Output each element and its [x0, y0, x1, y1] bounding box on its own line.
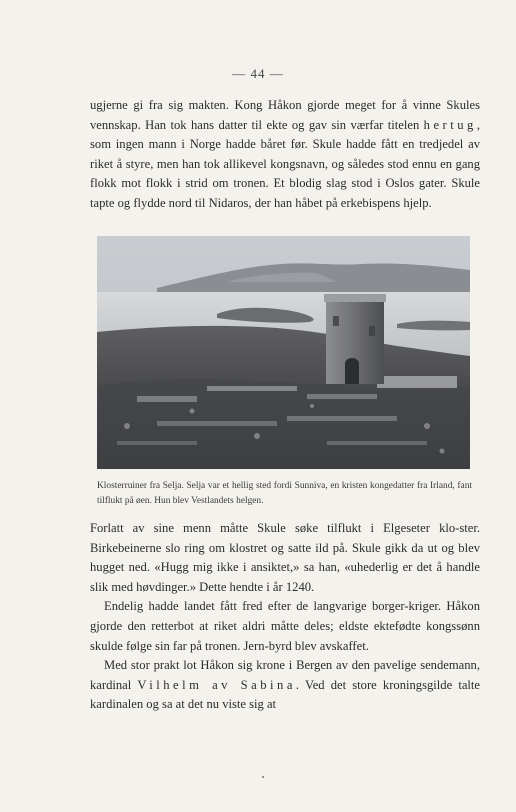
spaced-name-vilhelm: Vilhelm av Sabina: [137, 677, 296, 692]
photo-illustration: [97, 236, 470, 469]
paragraph-skule-death: Forlatt av sine menn måtte Skule søke tilflukt i Elgeseter klo-ster. Birkebeinerne slo ring om klostret og satte ild på. Skule gikk da ut og blev hugget ned. «Hugg mig ikke i ansiktet,» sa han, «uhederlig er det å handle slik med høvdinger.» Dette hendte i år 1240.: [90, 521, 480, 594]
top-text-block: [90, 96, 480, 214]
paragraph-part: ugjerne gi fra sig makten. Kong Håkon gjorde meget for å vinne Skules vennskap. Han tok hans datter til ekte og gav sin værfar titelen: [90, 98, 480, 132]
paragraph-peace: Endelig hadde landet fått fred efter de langvarige borger-kriger. Håkon gjorde den retterbot at riket aldri måtte deles; eldste ektefødte kongssønn skulde følge sin far på tronen. Jern-byrd blev avskaffet.: [90, 599, 480, 653]
paragraph-part: Med stor prakt lot Håkon sig krone i Bergen av den pavelige sendemann, kardinal: [90, 658, 480, 692]
paragraph-part: . Ved det store kroningsgilde talte kardinalen og sa at det nu viste sig at: [90, 677, 480, 712]
page-speck: [262, 776, 264, 778]
paragraph-coronation: [90, 656, 480, 715]
page-number: — 44 —: [232, 66, 284, 81]
paragraph-skule-conflict: [90, 96, 480, 214]
photo-monastery-ruins-selja: [97, 236, 470, 469]
spaced-word-hertug: hertug: [423, 117, 477, 132]
bottom-text-block: [90, 519, 480, 715]
photo-caption: Klosterruiner fra Selja. Selja var et hellig sted fordi Sunniva, en kristen kongedatter fra Irland, fant tilflukt på øen. Hun blev Vestlandets helgen.: [97, 481, 472, 506]
paragraph-part: , som ingen mann i Norge hadde båret før. Skule hadde fått en tredjedel av riket å styre, men han tok allikevel kongsnavn, og således stod ennu en gang flokk mot flokk i strid om tronen. Et blodig slag stod i Oslos gater. Skule tapte og flydde nord til Nidaros, der han håbet på erkebispens hjelp.: [90, 117, 480, 210]
